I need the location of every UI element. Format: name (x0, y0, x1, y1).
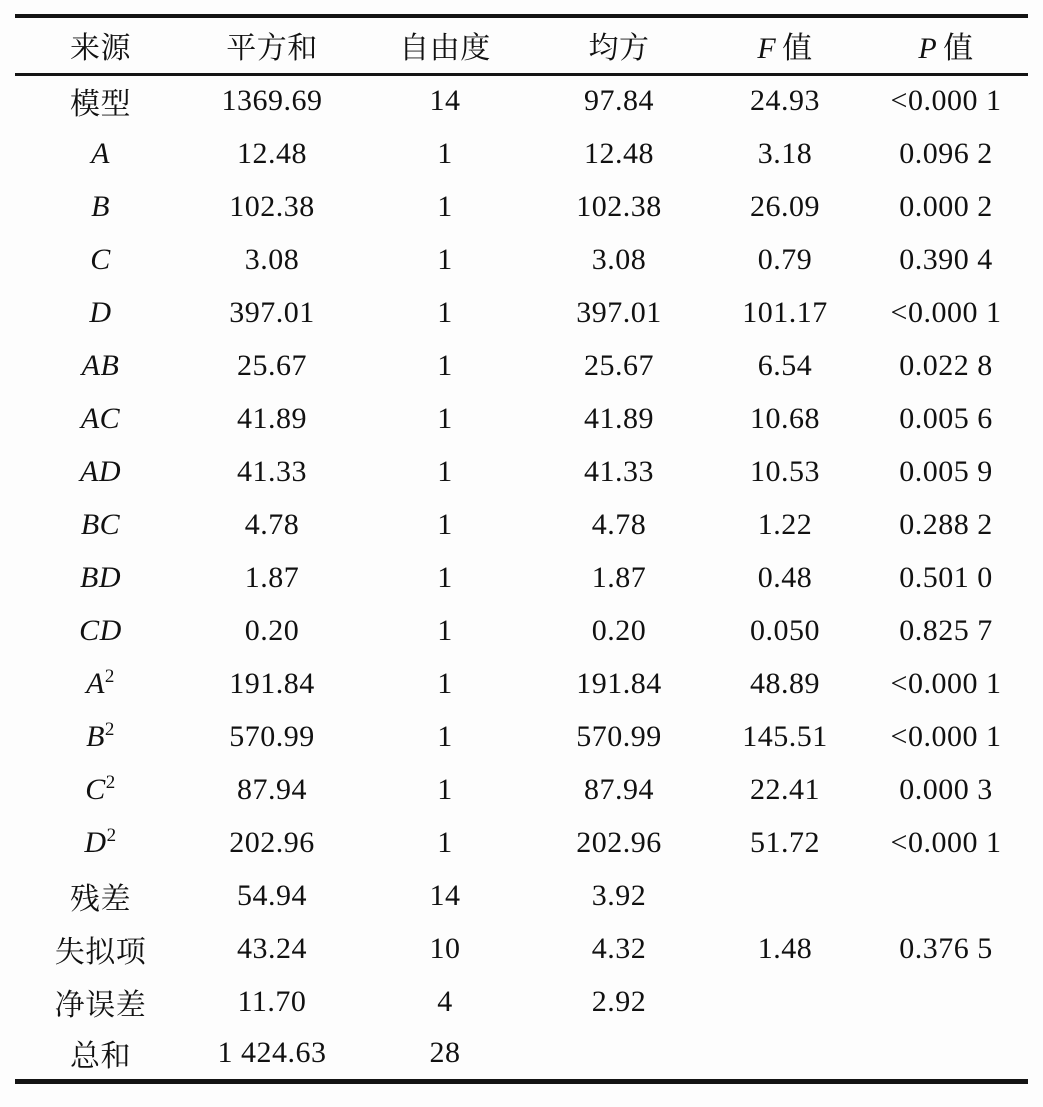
value-cell: 26.09 (750, 189, 820, 223)
value-cell: 397.01 (576, 295, 662, 329)
value-cell: 570.99 (576, 719, 662, 753)
value-cell: 145.51 (742, 719, 828, 753)
value-cell: 43.24 (237, 931, 307, 965)
value-cell: 87.94 (237, 772, 307, 806)
value-cell: 41.89 (584, 401, 654, 435)
header-italic-prefix: P (918, 32, 938, 66)
value-cell: 25.67 (584, 348, 654, 382)
value-cell: 1 (437, 295, 453, 329)
value-cell: 97.84 (584, 84, 654, 118)
value-cell (706, 975, 864, 1028)
header-label: 值 (782, 32, 813, 66)
source-cell: 模型 (70, 88, 131, 122)
value-cell: 1 (437, 825, 453, 859)
source-label: D (89, 295, 112, 329)
source-label: C (90, 242, 111, 276)
value-cell: 12.48 (584, 136, 654, 170)
value-cell: 1 (437, 454, 453, 488)
value-cell: <0.000 1 (890, 666, 1002, 700)
table-row (15, 498, 1028, 551)
source-cell (15, 710, 186, 763)
value-cell: 1 (437, 666, 453, 700)
source-label: B (86, 719, 105, 753)
value-cell: 1 (437, 613, 453, 647)
source-label: C (85, 772, 106, 806)
source-label: AB (81, 348, 120, 382)
source-cell (15, 286, 186, 339)
source-cell: 总和 (70, 1040, 131, 1074)
value-cell: 0.376 5 (899, 931, 993, 965)
table-header (15, 16, 1028, 74)
source-label: BD (80, 560, 121, 594)
value-cell: 101.17 (742, 295, 828, 329)
column-header (706, 16, 864, 74)
value-cell: 1 (437, 242, 453, 276)
value-cell: 0.20 (591, 613, 647, 647)
value-cell: 3.92 (591, 878, 647, 912)
value-cell: 102.38 (576, 189, 662, 223)
source-label: AC (80, 401, 121, 435)
value-cell: 1.22 (757, 507, 813, 541)
value-cell: 10 (429, 931, 461, 965)
value-cell: 3.08 (591, 242, 647, 276)
value-cell: 41.33 (584, 454, 654, 488)
value-cell: 1 (437, 401, 453, 435)
value-cell: 0.050 (750, 613, 820, 647)
table-row (15, 551, 1028, 604)
value-cell: 0.501 0 (899, 560, 993, 594)
table-row (15, 339, 1028, 392)
source-label: B (91, 189, 110, 223)
value-cell: <0.000 1 (890, 719, 1002, 753)
source-cell (15, 763, 186, 816)
table-row (15, 869, 1028, 922)
source-cell (15, 392, 186, 445)
column-header: 均方 (588, 32, 650, 66)
header-italic-prefix: F (757, 32, 777, 66)
source-label: BC (80, 507, 121, 541)
value-cell: 10.53 (750, 454, 820, 488)
value-cell (706, 869, 864, 922)
value-cell: 87.94 (584, 772, 654, 806)
source-cell: 残差 (70, 882, 131, 916)
value-cell: 1 (437, 719, 453, 753)
value-cell: 0.096 2 (899, 136, 993, 170)
source-superscript: 2 (104, 718, 115, 740)
value-cell: 202.96 (229, 825, 315, 859)
value-cell: 3.08 (244, 242, 300, 276)
source-label: A (86, 666, 105, 700)
value-cell: 4 (437, 984, 453, 1018)
value-cell: 51.72 (750, 825, 820, 859)
value-cell (864, 869, 1028, 922)
source-superscript: 2 (104, 665, 115, 687)
value-cell: 41.33 (237, 454, 307, 488)
value-cell: 6.54 (757, 348, 813, 382)
value-cell: 202.96 (576, 825, 662, 859)
table-row (15, 74, 1028, 127)
value-cell: 397.01 (229, 295, 315, 329)
value-cell: 14 (429, 878, 461, 912)
value-cell: 570.99 (229, 719, 315, 753)
value-cell: 2.92 (591, 984, 647, 1018)
anova-table (15, 14, 1028, 1084)
table-row (15, 286, 1028, 339)
value-cell (864, 975, 1028, 1028)
source-cell (15, 498, 186, 551)
value-cell: 1 (437, 348, 453, 382)
value-cell (864, 1028, 1028, 1081)
value-cell: <0.000 1 (890, 295, 1002, 329)
value-cell: 191.84 (576, 666, 662, 700)
value-cell: 4.78 (591, 507, 647, 541)
value-cell: 1 (437, 189, 453, 223)
table-row (15, 922, 1028, 975)
value-cell: <0.000 1 (890, 84, 1002, 118)
value-cell: 1 (437, 560, 453, 594)
source-label: A (91, 136, 110, 170)
value-cell: 41.89 (237, 401, 307, 435)
value-cell: 0.022 8 (899, 348, 993, 382)
value-cell: 1 (437, 507, 453, 541)
source-superscript: 2 (105, 771, 116, 793)
value-cell: 191.84 (229, 666, 315, 700)
value-cell: 4.78 (244, 507, 300, 541)
source-label: D (84, 825, 107, 859)
source-cell (15, 233, 186, 286)
value-cell (532, 1028, 706, 1081)
value-cell: 0.79 (757, 242, 813, 276)
value-cell: 0.000 2 (899, 189, 993, 223)
value-cell (706, 1028, 864, 1081)
value-cell: 1.87 (591, 560, 647, 594)
value-cell: 102.38 (229, 189, 315, 223)
table-row (15, 816, 1028, 869)
value-cell: 54.94 (237, 878, 307, 912)
value-cell: 0.005 9 (899, 454, 993, 488)
value-cell: 12.48 (237, 136, 307, 170)
source-label: AD (80, 454, 121, 488)
value-cell: 10.68 (750, 401, 820, 435)
table-row (15, 710, 1028, 763)
value-cell: 1.48 (757, 931, 813, 965)
value-cell: 0.390 4 (899, 242, 993, 276)
table-row (15, 233, 1028, 286)
value-cell: 1 (437, 136, 453, 170)
source-cell (15, 604, 186, 657)
table-row (15, 392, 1028, 445)
source-cell (15, 339, 186, 392)
table-row (15, 180, 1028, 233)
value-cell: 25.67 (237, 348, 307, 382)
value-cell: 0.825 7 (899, 613, 993, 647)
value-cell: 1369.69 (221, 84, 323, 118)
source-cell (15, 551, 186, 604)
value-cell: 0.005 6 (899, 401, 993, 435)
source-cell (15, 657, 186, 710)
column-header: 自由度 (399, 32, 491, 66)
table-row (15, 445, 1028, 498)
value-cell: 0.20 (244, 613, 300, 647)
table-row (15, 975, 1028, 1028)
table-row (15, 657, 1028, 710)
value-cell: 1 (437, 772, 453, 806)
source-cell: 净误差 (54, 988, 147, 1022)
value-cell: 0.48 (757, 560, 813, 594)
value-cell: 48.89 (750, 666, 820, 700)
value-cell: 0.288 2 (899, 507, 993, 541)
source-cell: 失拟项 (54, 935, 147, 969)
value-cell: 1.87 (244, 560, 300, 594)
source-cell (15, 445, 186, 498)
source-cell (15, 127, 186, 180)
header-label: 值 (943, 32, 974, 66)
table-row (15, 604, 1028, 657)
table-row (15, 763, 1028, 816)
value-cell: 28 (429, 1036, 461, 1070)
column-header: 平方和 (226, 32, 318, 66)
source-label: CD (79, 613, 122, 647)
source-cell (15, 180, 186, 233)
source-superscript: 2 (106, 824, 117, 846)
value-cell: 11.70 (237, 984, 307, 1018)
value-cell: 14 (429, 84, 461, 118)
value-cell: 24.93 (750, 84, 820, 118)
value-cell: <0.000 1 (890, 825, 1002, 859)
table-row (15, 127, 1028, 180)
table-body (15, 74, 1028, 1081)
value-cell: 22.41 (750, 772, 820, 806)
column-header: 来源 (70, 32, 131, 66)
header-row (15, 16, 1028, 74)
value-cell: 0.000 3 (899, 772, 993, 806)
table-row (15, 1028, 1028, 1081)
source-cell (15, 816, 186, 869)
value-cell: 3.18 (757, 136, 813, 170)
value-cell: 4.32 (591, 931, 647, 965)
column-header (864, 16, 1028, 74)
value-cell: 1 424.63 (217, 1036, 327, 1070)
